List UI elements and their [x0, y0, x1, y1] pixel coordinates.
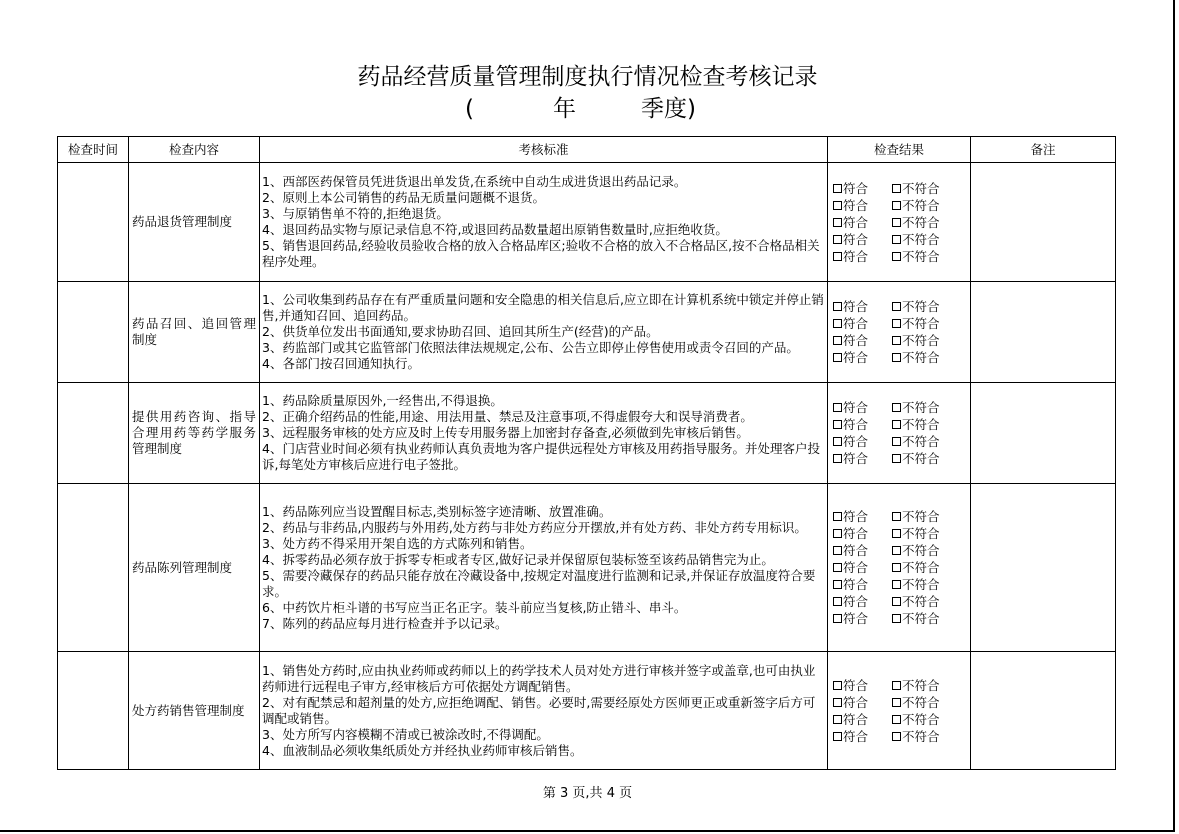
subtitle-open-paren: ( — [465, 96, 474, 122]
checkbox-icon[interactable] — [892, 437, 901, 446]
pass-label: 符合 — [843, 543, 869, 558]
result-option-row — [833, 416, 970, 433]
fail-label: 不符合 — [902, 400, 940, 415]
result-option-row — [833, 180, 970, 197]
pass-label: 符合 — [843, 677, 869, 693]
result-option-row — [833, 197, 970, 214]
check-content-cell — [129, 383, 260, 484]
header-check-time: 检查时间 — [58, 137, 129, 163]
fail-label: 不符合 — [902, 316, 940, 331]
checkbox-icon[interactable] — [892, 319, 901, 328]
result-option-row — [833, 399, 970, 416]
fail-option[interactable] — [892, 180, 940, 197]
standard-item: 3、药监部门或其它监管部门依照法律法规规定,公布、公告立即停止停售使用或责令召回的产品。 — [262, 340, 799, 355]
fail-option[interactable] — [892, 525, 940, 542]
fail-option[interactable] — [892, 559, 940, 576]
pass-option[interactable] — [833, 577, 868, 592]
checkbox-icon[interactable] — [892, 512, 901, 521]
pass-option[interactable] — [833, 299, 868, 314]
checkbox-icon[interactable] — [892, 597, 901, 606]
fail-option[interactable] — [892, 315, 940, 332]
checkbox-icon[interactable] — [892, 420, 901, 429]
page-border-bottom — [0, 830, 1175, 832]
result-option-row — [833, 508, 970, 525]
result-option-row — [833, 711, 970, 728]
pass-option[interactable] — [833, 594, 868, 609]
checkbox-icon[interactable] — [892, 184, 901, 193]
check-content-cell — [129, 163, 260, 282]
remark-cell[interactable] — [971, 163, 1116, 282]
checkbox-icon[interactable] — [892, 454, 901, 463]
table-row — [58, 652, 1116, 770]
pass-option[interactable] — [833, 232, 868, 247]
check-content-text: 提供用药咨询、指导合理用药等药学服务管理制度 — [132, 409, 256, 456]
fail-option[interactable] — [892, 349, 940, 366]
fail-label: 不符合 — [902, 594, 940, 609]
pass-label: 符合 — [843, 248, 869, 264]
result-option-row — [833, 433, 970, 450]
result-option-row — [833, 593, 970, 610]
checkbox-icon[interactable] — [833, 201, 842, 210]
checkbox-icon[interactable] — [892, 218, 901, 227]
fail-label: 不符合 — [902, 711, 940, 727]
standard-cell — [260, 652, 828, 770]
checkbox-icon[interactable] — [892, 336, 901, 345]
checkbox-icon[interactable] — [833, 184, 842, 193]
result-option-row — [833, 559, 970, 576]
checkbox-icon[interactable] — [833, 732, 842, 741]
standard-item: 3、处方药不得采用开架自选的方式陈列和销售。 — [262, 535, 533, 551]
check-content-text: 药品退货管理制度 — [132, 214, 233, 229]
remark-cell[interactable] — [971, 282, 1116, 383]
fail-label: 不符合 — [902, 214, 940, 230]
fail-label: 不符合 — [902, 677, 940, 693]
pass-label: 符合 — [843, 316, 869, 331]
check-content-cell — [129, 282, 260, 383]
standard-item: 4、门店营业时间必须有执业药师认真负责地为客户提供远程处方审核及用药指导服务。并处理客户投诉,每笔处方审核后应进行电子签批。 — [262, 441, 820, 472]
standard-item: 7、陈列的药品应每月进行检查并予以记录。 — [262, 615, 508, 631]
fail-label: 不符合 — [902, 560, 940, 575]
checkbox-icon[interactable] — [833, 546, 842, 555]
result-option-row — [833, 315, 970, 332]
pass-option[interactable] — [833, 333, 868, 348]
pass-option[interactable] — [833, 400, 868, 415]
fail-option[interactable] — [892, 508, 940, 525]
fail-option[interactable] — [892, 450, 940, 467]
result-option-row — [833, 231, 970, 248]
standard-item: 2、原则上本公司销售的药品无质量问题概不退货。 — [262, 190, 545, 205]
check-content-text: 药品召回、追回管理制度 — [132, 316, 256, 347]
standard-item: 4、退回药品实物与原记录信息不符,或退回药品数量超出原销售数量时,应拒绝收货。 — [262, 222, 728, 237]
pass-option[interactable] — [833, 729, 868, 744]
pass-option[interactable] — [833, 560, 868, 575]
table-row — [58, 282, 1116, 383]
checkbox-icon[interactable] — [833, 529, 842, 538]
fail-label: 不符合 — [902, 248, 940, 264]
standard-item: 1、公司收集到药品存在有严重质量问题和安全隐患的相关信息后,应立即在计算机系统中锁定并停止销售,并通知召回、追回药品。 — [262, 292, 824, 323]
standard-cell — [260, 484, 828, 652]
check-time-cell[interactable] — [58, 484, 129, 652]
pass-label: 符合 — [843, 231, 869, 247]
fail-label: 不符合 — [902, 526, 940, 541]
checkbox-icon[interactable] — [833, 353, 842, 362]
fail-option[interactable] — [892, 214, 940, 231]
pass-label: 符合 — [843, 333, 869, 348]
pass-option[interactable] — [833, 543, 868, 558]
check-content-cell — [129, 484, 260, 652]
pass-option[interactable] — [833, 509, 868, 524]
fail-label: 不符合 — [902, 197, 940, 213]
standard-item: 2、供货单位发出书面通知,要求协助召回、追回其所生产(经营)的产品。 — [262, 324, 659, 339]
checkbox-icon[interactable] — [833, 420, 842, 429]
table-row — [58, 484, 1116, 652]
remark-cell[interactable] — [971, 383, 1116, 484]
pass-label: 符合 — [843, 400, 869, 415]
result-option-row — [833, 525, 970, 542]
check-content-cell — [129, 652, 260, 770]
checkbox-icon[interactable] — [833, 454, 842, 463]
result-cell — [828, 163, 971, 282]
fail-option[interactable] — [892, 677, 940, 694]
fail-option[interactable] — [892, 694, 940, 711]
checkbox-icon[interactable] — [892, 698, 901, 707]
checkbox-icon[interactable] — [892, 580, 901, 589]
standard-item: 1、西部医药保管员凭进货退出单发货,在系统中自动生成进货退出药品记录。 — [262, 174, 687, 189]
subtitle-quarter: 季度) — [641, 96, 696, 122]
checkbox-icon[interactable] — [833, 597, 842, 606]
subtitle-year: 年 — [553, 96, 576, 122]
fail-label: 不符合 — [902, 509, 940, 524]
checkbox-icon[interactable] — [892, 403, 901, 412]
page-border-right — [1173, 0, 1175, 832]
fail-option[interactable] — [892, 248, 940, 265]
checkbox-icon[interactable] — [833, 403, 842, 412]
check-content-text: 处方药销售管理制度 — [132, 702, 245, 718]
checkbox-icon[interactable] — [833, 715, 842, 724]
standard-item: 1、药品陈列应当设置醒目标志,类别标签字迹清晰、放置准确。 — [262, 503, 612, 519]
pass-label: 符合 — [843, 451, 869, 466]
standard-item: 4、各部门按召回通知执行。 — [262, 356, 420, 371]
header-standard: 考核标准 — [260, 137, 828, 163]
fail-label: 不符合 — [902, 350, 940, 365]
pass-label: 符合 — [843, 197, 869, 213]
checkbox-icon[interactable] — [833, 319, 842, 328]
standard-item: 6、中药饮片柜斗谱的书写应当正名正字。装斗前应当复核,防止错斗、串斗。 — [262, 599, 687, 615]
fail-option[interactable] — [892, 399, 940, 416]
fail-label: 不符合 — [902, 434, 940, 449]
standard-cell — [260, 163, 828, 282]
result-cell — [828, 282, 971, 383]
checkbox-icon[interactable] — [892, 614, 901, 623]
checkbox-icon[interactable] — [833, 235, 842, 244]
pass-option[interactable] — [833, 249, 868, 264]
header-check-content: 检查内容 — [129, 137, 260, 163]
pass-option[interactable] — [833, 451, 868, 466]
standard-cell — [260, 282, 828, 383]
result-option-row — [833, 248, 970, 265]
result-option-row — [833, 214, 970, 231]
checkbox-icon[interactable] — [892, 546, 901, 555]
fail-label: 不符合 — [902, 577, 940, 592]
pass-option[interactable] — [833, 316, 868, 331]
result-cell — [828, 383, 971, 484]
result-option-row — [833, 349, 970, 366]
inspection-table — [57, 136, 1116, 770]
fail-option[interactable] — [892, 231, 940, 248]
pass-label: 符合 — [843, 299, 869, 314]
result-option-row — [833, 677, 970, 694]
check-time-cell[interactable] — [58, 282, 129, 383]
fail-label: 不符合 — [902, 543, 940, 558]
checkbox-icon[interactable] — [892, 302, 901, 311]
standard-item: 1、销售处方药时,应由执业药师或药师以上的药学技术人员对处方进行审核并签字或盖章,也可由执业药师进行远程电子审方,经审核后方可依据处方调配销售。 — [262, 662, 816, 694]
fail-option[interactable] — [892, 433, 940, 450]
pass-option[interactable] — [833, 350, 868, 365]
fail-option[interactable] — [892, 728, 940, 745]
fail-label: 不符合 — [902, 333, 940, 348]
result-option-row — [833, 450, 970, 467]
checkbox-icon[interactable] — [892, 235, 901, 244]
checkbox-icon[interactable] — [833, 580, 842, 589]
remark-cell[interactable] — [971, 484, 1116, 652]
check-time-cell[interactable] — [58, 383, 129, 484]
standard-item: 3、远程服务审核的处方应及时上传专用服务器上加密封存备查,必须做到先审核后销售。 — [262, 425, 749, 440]
pass-label: 符合 — [843, 417, 869, 432]
result-option-row — [833, 728, 970, 745]
pass-label: 符合 — [843, 350, 869, 365]
pass-option[interactable] — [833, 695, 868, 710]
result-option-row — [833, 694, 970, 711]
check-content-text: 药品陈列管理制度 — [132, 559, 233, 575]
header-remark: 备注 — [971, 137, 1116, 163]
result-option-row — [833, 298, 970, 315]
checkbox-icon[interactable] — [892, 681, 901, 690]
standard-item: 4、血液制品必须收集纸质处方并经执业药师审核后销售。 — [262, 742, 583, 758]
pass-label: 符合 — [843, 560, 869, 575]
standard-item: 2、正确介绍药品的性能,用途、用法用量、禁忌及注意事项,不得虚假夸大和误导消费者。 — [262, 409, 753, 424]
pass-label: 符合 — [843, 577, 869, 592]
checkbox-icon[interactable] — [892, 353, 901, 362]
pass-option[interactable] — [833, 181, 868, 196]
standard-item: 3、处方所写内容模糊不清或已被涂改时,不得调配。 — [262, 726, 549, 742]
standard-item: 4、拆零药品必须存放于拆零专柜或者专区,做好记录并保留原包装标签至该药品销售完为止。 — [262, 551, 774, 567]
standard-item: 2、对有配禁忌和超剂量的处方,应拒绝调配、销售。必要时,需要经原处方医师更正或重新签字后方可调配或销售。 — [262, 694, 816, 726]
page-title: 药品经营质量管理制度执行情况检查考核记录 — [357, 64, 818, 90]
fail-label: 不符合 — [902, 611, 940, 626]
fail-label: 不符合 — [902, 417, 940, 432]
pass-option[interactable] — [833, 215, 868, 230]
pass-label: 符合 — [843, 594, 869, 609]
fail-label: 不符合 — [902, 451, 940, 466]
checkbox-icon[interactable] — [833, 698, 842, 707]
pass-option[interactable] — [833, 526, 868, 541]
checkbox-icon[interactable] — [833, 218, 842, 227]
pass-option[interactable] — [833, 198, 868, 213]
checkbox-icon[interactable] — [833, 512, 842, 521]
checkbox-icon[interactable] — [892, 715, 901, 724]
pass-option[interactable] — [833, 678, 868, 693]
pass-label: 符合 — [843, 214, 869, 230]
checkbox-icon[interactable] — [892, 529, 901, 538]
pass-label: 符合 — [843, 711, 869, 727]
checkbox-icon[interactable] — [892, 563, 901, 572]
fail-label: 不符合 — [902, 231, 940, 247]
check-time-cell[interactable] — [58, 652, 129, 770]
page-subtitle — [0, 94, 1175, 124]
pass-option[interactable] — [833, 712, 868, 727]
result-cell — [828, 652, 971, 770]
pass-option[interactable] — [833, 611, 868, 626]
standard-item: 3、与原销售单不符的,拒绝退货。 — [262, 206, 449, 221]
standard-item: 5、销售退回药品,经验收员验收合格的放入合格品库区;验收不合格的放入不合格品区,按不合格品相关程序处理。 — [262, 238, 820, 269]
pass-label: 符合 — [843, 611, 869, 626]
checkbox-icon[interactable] — [833, 336, 842, 345]
fail-option[interactable] — [892, 298, 940, 315]
checkbox-icon[interactable] — [833, 614, 842, 623]
pass-option[interactable] — [833, 417, 868, 432]
pass-label: 符合 — [843, 434, 869, 449]
fail-option[interactable] — [892, 711, 940, 728]
checkbox-icon[interactable] — [892, 252, 901, 261]
standard-cell — [260, 383, 828, 484]
checkbox-icon[interactable] — [892, 201, 901, 210]
fail-option[interactable] — [892, 416, 940, 433]
fail-option[interactable] — [892, 576, 940, 593]
checkbox-icon[interactable] — [833, 563, 842, 572]
pass-label: 符合 — [843, 180, 869, 196]
standard-item: 5、需要冷藏保存的药品只能存放在冷藏设备中,按规定对温度进行监测和记录,并保证存放温度符合要求。 — [262, 567, 816, 599]
fail-option[interactable] — [892, 610, 940, 627]
fail-label: 不符合 — [902, 728, 940, 744]
fail-label: 不符合 — [902, 299, 940, 314]
header-result: 检查结果 — [828, 137, 971, 163]
fail-option[interactable] — [892, 197, 940, 214]
page-number: 第 3 页,共 4 页 — [542, 786, 633, 801]
checkbox-icon[interactable] — [833, 681, 842, 690]
checkbox-icon[interactable] — [833, 252, 842, 261]
pass-label: 符合 — [843, 694, 869, 710]
fail-label: 不符合 — [902, 180, 940, 196]
table-row — [58, 383, 1116, 484]
table-body — [58, 163, 1116, 770]
pass-label: 符合 — [843, 728, 869, 744]
pass-option[interactable] — [833, 434, 868, 449]
fail-option[interactable] — [892, 542, 940, 559]
result-option-row — [833, 542, 970, 559]
pass-label: 符合 — [843, 509, 869, 524]
checkbox-icon[interactable] — [833, 437, 842, 446]
check-time-cell[interactable] — [58, 163, 129, 282]
table-header-row — [58, 137, 1116, 163]
pass-label: 符合 — [843, 526, 869, 541]
checkbox-icon[interactable] — [833, 302, 842, 311]
standard-item: 2、药品与非药品,内服药与外用药,处方药与非处方药应分开摆放,并有处方药、非处方药专用标识。 — [262, 519, 807, 535]
checkbox-icon[interactable] — [892, 732, 901, 741]
result-option-row — [833, 610, 970, 627]
result-cell — [828, 484, 971, 652]
fail-label: 不符合 — [902, 694, 940, 710]
fail-option[interactable] — [892, 593, 940, 610]
remark-cell[interactable] — [971, 652, 1116, 770]
fail-option[interactable] — [892, 332, 940, 349]
table-row — [58, 163, 1116, 282]
result-option-row — [833, 576, 970, 593]
result-option-row — [833, 332, 970, 349]
standard-item: 1、药品除质量原因外,一经售出,不得退换。 — [262, 393, 503, 408]
